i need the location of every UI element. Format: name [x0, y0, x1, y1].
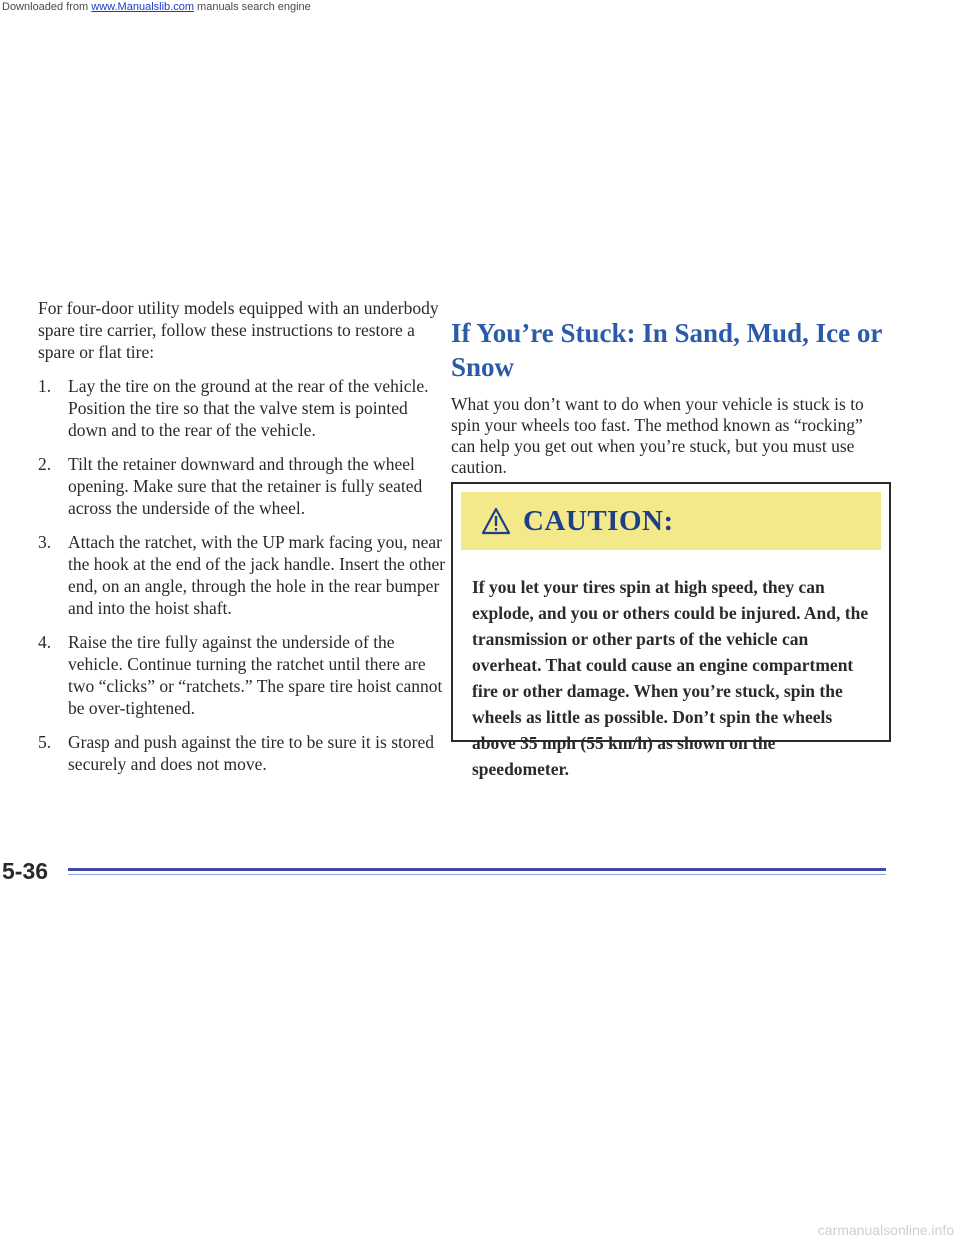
download-banner — [0, 0, 960, 14]
footer-rule — [68, 868, 886, 871]
list-item — [38, 531, 446, 619]
caution-label: CAUTION: — [523, 504, 674, 537]
step-text: Raise the tire fully against the underside of the vehicle. Continue turning the ratchet until there are two “clicks” or “ratchets.” The spare tire hoist cannot be over-tightened. — [68, 632, 443, 718]
caution-header — [461, 492, 881, 550]
step-number: 3. — [38, 532, 52, 552]
step-text: Lay the tire on the ground at the rear of the vehicle. Position the tire so that the valve stem is pointed down and to the rear of the vehicle. — [68, 376, 429, 440]
instructions-column — [38, 297, 446, 787]
stuck-section — [451, 316, 891, 478]
step-number: 5. — [38, 732, 52, 752]
step-text: Tilt the retainer downward and through the wheel opening. Make sure that the retainer is fully seated across the underside of the wheel. — [68, 454, 423, 518]
banner-suffix: manuals search engine — [193, 1, 311, 13]
section-title: If You’re Stuck: In Sand, Mud, Ice or Snow — [451, 318, 882, 382]
caution-text: If you let your tires spin at high speed, they can explode, and you or others could be injured. And, the transmission or other parts of the vehicle can overheat. That could cause an engine compartment fire or other damage. When you’re stuck, spin the wheels as little as possible. Don’t spin the wheels above 35 mph (55 km/h) as shown on the speedometer. — [472, 577, 869, 779]
step-number: 4. — [38, 632, 52, 652]
list-item — [38, 375, 446, 441]
intro-paragraph: For four-door utility models equipped with an underbody spare tire carrier, follow these instructions to restore a spare or flat tire: — [38, 298, 439, 362]
step-text: Attach the ratchet, with the UP mark facing you, near the hook at the end of the jack handle. Insert the other end, on an angle, through the hole in the rear bumper and into the hoist shaft. — [68, 532, 446, 618]
step-text: Grasp and push against the tire to be sure it is stored securely and does not move. — [68, 732, 434, 774]
watermark: carmanualsonline.info — [817, 1222, 954, 1238]
manualslib-link[interactable]: www.Manualslib.com — [91, 1, 194, 13]
step-number: 2. — [38, 454, 52, 474]
caution-box — [451, 482, 891, 779]
warning-triangle-icon — [481, 507, 511, 535]
step-number: 1. — [38, 376, 52, 396]
page-number: 5-36 — [2, 858, 49, 884]
footer-rule-thin — [68, 874, 886, 875]
list-item — [38, 731, 446, 775]
list-item — [38, 453, 446, 519]
steps-list — [38, 375, 446, 775]
banner-prefix: Downloaded from — [2, 1, 92, 13]
list-item — [38, 631, 446, 719]
section-body: What you don’t want to do when your vehicle is stuck is to spin your wheels too fast. The method known as “rocking” can help you get out when you’re stuck, but you must use caution. — [451, 394, 864, 477]
